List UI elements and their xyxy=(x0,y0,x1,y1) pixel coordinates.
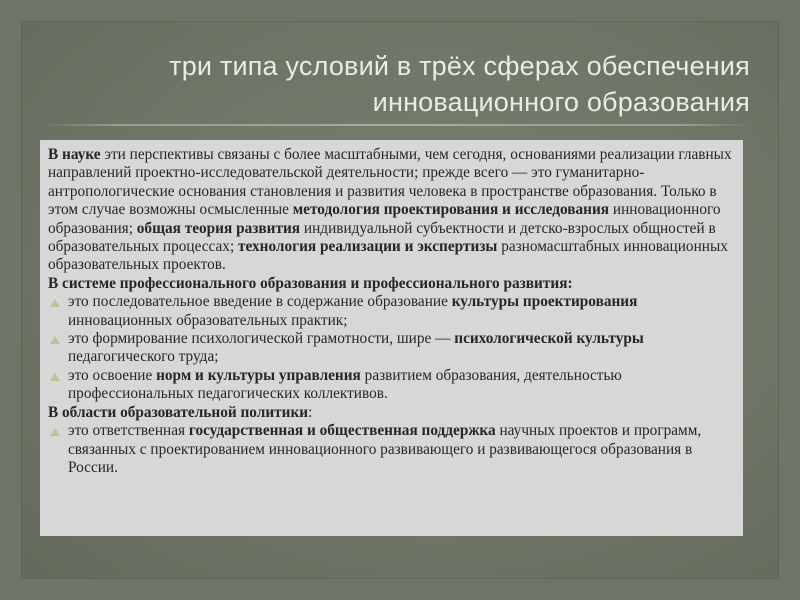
title-divider xyxy=(48,124,752,126)
item-bold: культуры проектирования xyxy=(451,293,638,311)
item-text: это освоение xyxy=(68,366,157,384)
science-text-1: эти перспективы связаны с более масштабными, чем сегодня, основаниями реализации главных направлений проектно-исследовательской деятельности; прежде всего — это гуманитарно-антропологические основания становления и развития человека в пространстве образования. Только в этом случае возможны осмысленные xyxy=(48,146,732,219)
item-text: научных проектов и программ, связанных с проектированием инновационного развивающего и развивающегося образования в России. xyxy=(68,422,702,476)
science-text-2: инновационного образования; xyxy=(48,201,721,237)
policy-heading-line xyxy=(48,404,738,422)
slide-body xyxy=(48,146,738,477)
science-text-4: разномасштабных инновационных образовательных проектов. xyxy=(48,238,728,274)
science-lead: В науке xyxy=(48,146,101,163)
list-item xyxy=(48,422,738,477)
science-bold-3: технология реализации и экспертизы xyxy=(238,238,498,256)
item-bold: психологической культуры xyxy=(454,330,644,348)
item-text: это ответственная xyxy=(68,422,189,440)
slide-title xyxy=(50,48,750,120)
item-text: развитием образования, деятельностью профессиональных педагогических коллективов. xyxy=(68,366,622,403)
item-text: это последовательное введение в содержание образование xyxy=(68,293,452,311)
item-text: педагогического труда; xyxy=(68,348,219,366)
science-bold-2: общая теория развития xyxy=(136,219,301,237)
title-line-1: три типа условий в трёх сферах обеспечения xyxy=(169,51,750,81)
science-bold-1: методология проектирования и исследования xyxy=(292,201,610,219)
item-bold: государственная и общественная поддержка xyxy=(188,422,496,440)
list-item xyxy=(48,330,738,367)
prof-heading: В системе профессионального образования и профессионального развития: xyxy=(48,274,573,292)
policy-colon: : xyxy=(308,403,313,421)
item-bold: норм и культуры управления xyxy=(156,366,361,384)
item-text: инновационных образовательных практик; xyxy=(68,311,348,329)
list-item xyxy=(48,293,738,330)
science-paragraph xyxy=(48,146,738,275)
science-text-3: индивидуальной субъектности и детско-взрослых общностей в образовательных процессах; xyxy=(48,219,716,256)
policy-heading: В области образовательной политики xyxy=(48,403,309,421)
title-line-2: инновационного образования xyxy=(372,87,750,117)
list-item xyxy=(48,367,738,404)
item-text: это формирование психологической грамотности, шире — xyxy=(68,330,455,348)
